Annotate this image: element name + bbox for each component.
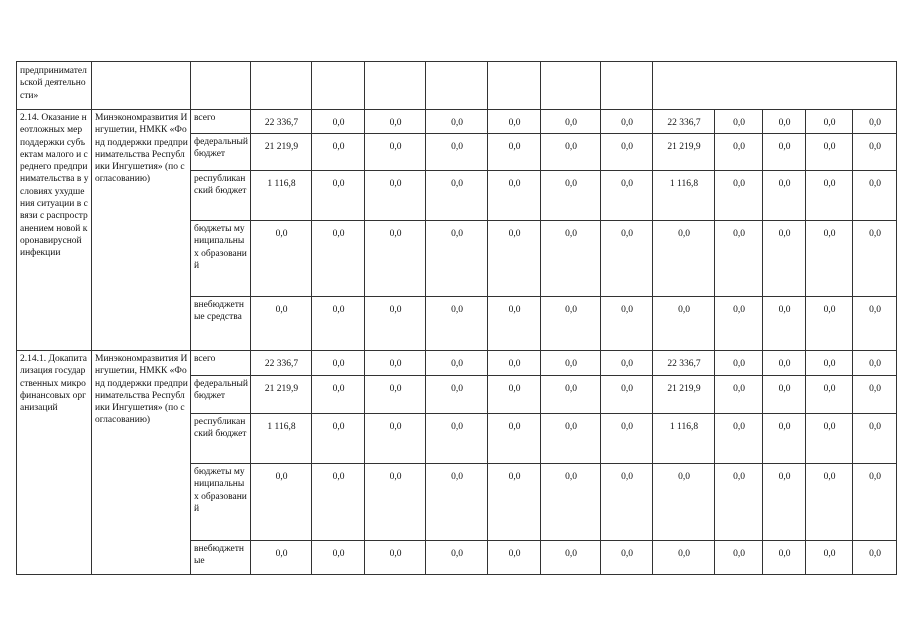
budget-table <box>16 61 897 575</box>
value-cell: 0,0 <box>488 297 541 351</box>
value-cell: 0,0 <box>312 297 365 351</box>
empty-cell <box>92 62 191 110</box>
value-cell: 0,0 <box>365 171 426 221</box>
value-cell: 0,0 <box>426 464 488 541</box>
value-cell: 0,0 <box>426 221 488 297</box>
value-cell: 0,0 <box>715 134 763 171</box>
value-cell: 22 336,7 <box>653 351 715 376</box>
value-cell: 21 219,9 <box>251 376 312 414</box>
value-cell: 1 116,8 <box>653 414 715 464</box>
value-cell: 0,0 <box>488 221 541 297</box>
value-cell: 0,0 <box>312 351 365 376</box>
funding-source-cell: всего <box>191 351 251 376</box>
value-cell: 0,0 <box>365 110 426 134</box>
empty-cell <box>488 62 541 110</box>
funding-source-cell: бюджеты муниципальных образований <box>191 221 251 297</box>
value-cell: 0,0 <box>365 134 426 171</box>
value-cell: 0,0 <box>426 110 488 134</box>
value-cell: 0,0 <box>853 297 897 351</box>
empty-cell <box>251 62 312 110</box>
funding-source-cell: внебюджетные средства <box>191 297 251 351</box>
value-cell: 0,0 <box>541 541 601 575</box>
value-cell: 0,0 <box>426 376 488 414</box>
empty-cell <box>312 62 365 110</box>
value-cell: 0,0 <box>601 376 653 414</box>
value-cell: 0,0 <box>601 464 653 541</box>
value-cell: 0,0 <box>715 110 763 134</box>
value-cell: 0,0 <box>853 171 897 221</box>
value-cell: 21 219,9 <box>251 134 312 171</box>
funding-source-cell: республиканский бюджет <box>191 414 251 464</box>
value-cell: 0,0 <box>251 297 312 351</box>
funding-source-cell: всего <box>191 110 251 134</box>
value-cell: 0,0 <box>763 376 806 414</box>
value-cell: 0,0 <box>426 351 488 376</box>
value-cell: 0,0 <box>715 464 763 541</box>
value-cell: 21 219,9 <box>653 376 715 414</box>
value-cell: 0,0 <box>853 414 897 464</box>
value-cell: 0,0 <box>806 464 853 541</box>
table-row <box>17 110 897 134</box>
value-cell: 0,0 <box>426 541 488 575</box>
value-cell: 0,0 <box>365 541 426 575</box>
value-cell: 0,0 <box>853 110 897 134</box>
value-cell: 0,0 <box>312 221 365 297</box>
value-cell: 0,0 <box>601 134 653 171</box>
value-cell: 1 116,8 <box>251 414 312 464</box>
value-cell: 0,0 <box>806 221 853 297</box>
value-cell: 22 336,7 <box>653 110 715 134</box>
funding-source-cell: республиканский бюджет <box>191 171 251 221</box>
value-cell: 0,0 <box>653 464 715 541</box>
value-cell: 21 219,9 <box>653 134 715 171</box>
value-cell: 0,0 <box>365 351 426 376</box>
value-cell: 0,0 <box>715 541 763 575</box>
empty-cell <box>365 62 426 110</box>
value-cell: 0,0 <box>312 464 365 541</box>
value-cell: 0,0 <box>806 297 853 351</box>
value-cell: 0,0 <box>806 376 853 414</box>
value-cell: 0,0 <box>312 134 365 171</box>
value-cell: 0,0 <box>541 221 601 297</box>
value-cell: 0,0 <box>488 351 541 376</box>
value-cell: 0,0 <box>541 376 601 414</box>
value-cell: 0,0 <box>426 297 488 351</box>
value-cell: 1 116,8 <box>251 171 312 221</box>
value-cell: 0,0 <box>312 376 365 414</box>
value-cell: 0,0 <box>806 134 853 171</box>
value-cell: 0,0 <box>763 221 806 297</box>
value-cell: 0,0 <box>312 541 365 575</box>
value-cell: 22 336,7 <box>251 110 312 134</box>
measure-name-cell: предпринимательской деятельности» <box>17 62 92 110</box>
value-cell: 0,0 <box>312 414 365 464</box>
value-cell: 0,0 <box>806 541 853 575</box>
value-cell: 0,0 <box>426 171 488 221</box>
value-cell: 0,0 <box>365 376 426 414</box>
value-cell: 0,0 <box>488 110 541 134</box>
value-cell: 0,0 <box>601 221 653 297</box>
value-cell: 0,0 <box>601 541 653 575</box>
table-row-continuation <box>17 62 897 110</box>
value-cell: 0,0 <box>488 464 541 541</box>
measure-name-cell: 2.14. Оказание неотложных мер поддержки субъектам малого и среднего предпринимательства в условиях ухудшения ситуации в связи с распространением новой коронавирусной инфекции <box>17 110 92 351</box>
measure-name-cell: 2.14.1. Докапитализация государственных микрофинансовых организаций <box>17 351 92 575</box>
value-cell: 0,0 <box>715 221 763 297</box>
value-cell: 0,0 <box>715 376 763 414</box>
value-cell: 0,0 <box>806 414 853 464</box>
value-cell: 0,0 <box>763 134 806 171</box>
value-cell: 0,0 <box>806 351 853 376</box>
empty-cell <box>653 62 897 110</box>
value-cell: 0,0 <box>251 541 312 575</box>
value-cell: 0,0 <box>541 110 601 134</box>
value-cell: 0,0 <box>763 351 806 376</box>
executor-cell: Минэкономразвития Ингушетии, НМКК «Фонд поддержки предпринимательства Республики Ингушетия» (по согласованию) <box>92 351 191 575</box>
value-cell: 0,0 <box>601 110 653 134</box>
value-cell: 0,0 <box>488 134 541 171</box>
value-cell: 0,0 <box>541 171 601 221</box>
value-cell: 0,0 <box>365 464 426 541</box>
value-cell: 0,0 <box>541 297 601 351</box>
empty-cell <box>426 62 488 110</box>
value-cell: 0,0 <box>653 297 715 351</box>
value-cell: 1 116,8 <box>653 171 715 221</box>
value-cell: 0,0 <box>653 541 715 575</box>
value-cell: 0,0 <box>853 541 897 575</box>
value-cell: 0,0 <box>853 464 897 541</box>
value-cell: 0,0 <box>488 171 541 221</box>
value-cell: 0,0 <box>426 134 488 171</box>
funding-source-cell: федеральный бюджет <box>191 134 251 171</box>
value-cell: 0,0 <box>541 134 601 171</box>
table-body <box>17 62 897 575</box>
funding-source-cell: федеральный бюджет <box>191 376 251 414</box>
value-cell: 0,0 <box>251 464 312 541</box>
value-cell: 0,0 <box>763 541 806 575</box>
value-cell: 0,0 <box>601 414 653 464</box>
value-cell: 0,0 <box>853 351 897 376</box>
value-cell: 0,0 <box>488 541 541 575</box>
funding-source-cell: внебюджетные <box>191 541 251 575</box>
value-cell: 0,0 <box>653 221 715 297</box>
empty-cell <box>191 62 251 110</box>
value-cell: 0,0 <box>601 351 653 376</box>
value-cell: 0,0 <box>715 414 763 464</box>
value-cell: 0,0 <box>763 414 806 464</box>
executor-cell: Минэкономразвития Ингушетии, НМКК «Фонд поддержки предпринимательства Республики Ингушетия» (по согласованию) <box>92 110 191 351</box>
value-cell: 0,0 <box>365 297 426 351</box>
value-cell: 0,0 <box>853 221 897 297</box>
value-cell: 0,0 <box>312 110 365 134</box>
value-cell: 0,0 <box>488 414 541 464</box>
value-cell: 0,0 <box>715 171 763 221</box>
value-cell: 0,0 <box>763 171 806 221</box>
value-cell: 0,0 <box>715 297 763 351</box>
value-cell: 0,0 <box>251 221 312 297</box>
value-cell: 0,0 <box>426 414 488 464</box>
value-cell: 0,0 <box>853 134 897 171</box>
value-cell: 0,0 <box>763 110 806 134</box>
value-cell: 0,0 <box>853 376 897 414</box>
value-cell: 0,0 <box>763 297 806 351</box>
value-cell: 0,0 <box>541 351 601 376</box>
value-cell: 0,0 <box>806 171 853 221</box>
empty-cell <box>541 62 601 110</box>
value-cell: 0,0 <box>365 414 426 464</box>
value-cell: 0,0 <box>541 464 601 541</box>
empty-cell <box>601 62 653 110</box>
value-cell: 0,0 <box>312 171 365 221</box>
value-cell: 0,0 <box>763 464 806 541</box>
funding-source-cell: бюджеты муниципальных образований <box>191 464 251 541</box>
value-cell: 0,0 <box>601 297 653 351</box>
value-cell: 0,0 <box>541 414 601 464</box>
table-row <box>17 351 897 376</box>
value-cell: 0,0 <box>488 376 541 414</box>
value-cell: 0,0 <box>601 171 653 221</box>
value-cell: 0,0 <box>365 221 426 297</box>
value-cell: 0,0 <box>806 110 853 134</box>
value-cell: 0,0 <box>715 351 763 376</box>
value-cell: 22 336,7 <box>251 351 312 376</box>
